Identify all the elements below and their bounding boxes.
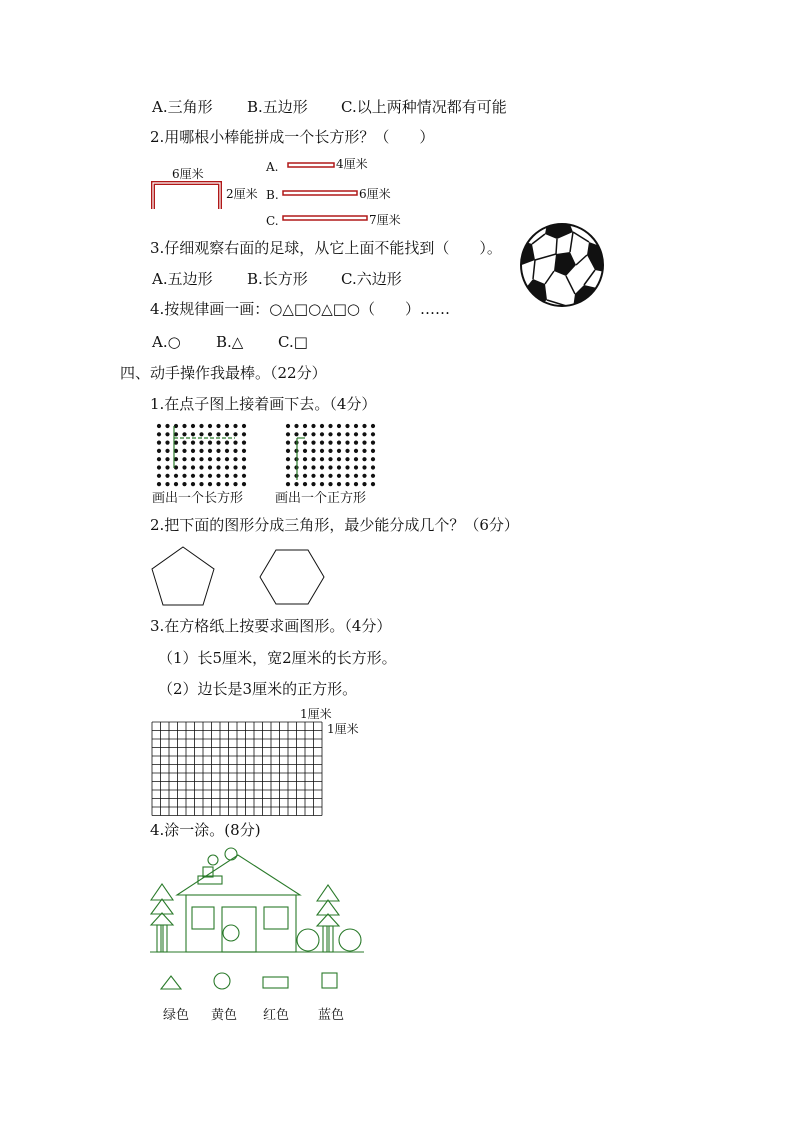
grid-dot: [165, 465, 169, 469]
grid-dot: [286, 449, 290, 453]
grid-dot: [362, 482, 366, 486]
section-heading: 四、动手操作我最棒。（22分）: [120, 364, 327, 382]
legend-label-circle: 黄色: [211, 1008, 238, 1023]
grid-dot: [208, 449, 212, 453]
grid-dot: [182, 432, 186, 436]
grid-dot: [182, 457, 186, 461]
p1-question: 1.在点子图上接着画下去。（4分）: [150, 395, 377, 413]
grid-dot: [320, 441, 324, 445]
grid-dot: [354, 482, 358, 486]
grid-dot: [216, 457, 220, 461]
grid-dot: [345, 457, 349, 461]
grid-dot: [165, 441, 169, 445]
grid-dot: [337, 482, 341, 486]
p2-question: 2.把下面的图形分成三角形，最少能分成几个？（6分）: [150, 516, 519, 534]
grid-dot: [216, 432, 220, 436]
grid-dot: [199, 432, 203, 436]
grid-dot: [345, 449, 349, 453]
grid-dot: [303, 474, 307, 478]
grid-dot: [371, 482, 375, 486]
grid-dot: [216, 482, 220, 486]
grid-dot: [286, 482, 290, 486]
grid-dot: [157, 424, 161, 428]
grid-dot: [233, 482, 237, 486]
grid-dot: [362, 449, 366, 453]
grid-dot: [362, 424, 366, 428]
q1-option-c: C.以上两种情况都有可能: [341, 98, 507, 116]
q1-option-a: A.三角形: [152, 98, 213, 116]
grid-dot: [191, 474, 195, 478]
grid-dot: [216, 449, 220, 453]
grid-dot: [233, 432, 237, 436]
grid-dot: [311, 482, 315, 486]
grid-dot: [199, 474, 203, 478]
grid-dot: [157, 457, 161, 461]
grid-dot: [174, 482, 178, 486]
p3-question: 3.在方格纸上按要求画图形。（4分）: [150, 617, 392, 635]
grid-dot: [199, 482, 203, 486]
grid-dot: [320, 474, 324, 478]
grid-dot: [311, 457, 315, 461]
q2-stick-c: [283, 215, 369, 221]
grid-dot: [233, 474, 237, 478]
grid-dot: [208, 465, 212, 469]
dot-grid-left-caption: 画出一个长方形: [152, 491, 244, 506]
q3-option-c: C.六边形: [341, 270, 402, 288]
grid-dot: [320, 449, 324, 453]
grid-dot: [371, 432, 375, 436]
grid-dot: [216, 474, 220, 478]
grid-dot: [182, 441, 186, 445]
grid-unit-top-label: 1厘米: [300, 707, 332, 721]
grid-dot: [157, 482, 161, 486]
grid-dot: [199, 424, 203, 428]
grid-dot: [311, 424, 315, 428]
grid-dot: [320, 424, 324, 428]
q2-option-c-length: 7厘米: [369, 213, 401, 227]
grid-dot: [354, 449, 358, 453]
grid-dot: [328, 482, 332, 486]
grid-dot: [337, 474, 341, 478]
grid-dot: [294, 424, 298, 428]
grid-dot: [328, 424, 332, 428]
grid-dot: [157, 441, 161, 445]
q4-option-b: B.△: [216, 333, 244, 351]
grid-dot: [242, 449, 246, 453]
grid-dot: [371, 474, 375, 478]
grid-dot: [182, 424, 186, 428]
grid-dot: [199, 465, 203, 469]
q2-frame-top-label: 6厘米: [172, 167, 204, 181]
grid-dot: [225, 432, 229, 436]
q3-option-b: B.长方形: [247, 270, 308, 288]
grid-dot: [225, 465, 229, 469]
house-scene-drawing: [150, 845, 370, 955]
grid-dot: [371, 441, 375, 445]
grid-dot: [208, 482, 212, 486]
grid-dot: [303, 432, 307, 436]
grid-dot: [345, 424, 349, 428]
legend-circle-icon: [212, 971, 232, 991]
grid-dot: [354, 457, 358, 461]
grid-unit-side-label: 1厘米: [327, 722, 359, 736]
grid-dot: [165, 432, 169, 436]
grid-dot: [354, 424, 358, 428]
grid-dot: [199, 457, 203, 461]
grid-dot: [362, 432, 366, 436]
grid-dot: [371, 449, 375, 453]
grid-dot: [294, 432, 298, 436]
grid-dot: [225, 457, 229, 461]
hexagon-shape: [258, 548, 328, 606]
legend-label-square: 蓝色: [318, 1008, 345, 1023]
grid-dot: [371, 424, 375, 428]
q2-option-c-letter: C.: [266, 214, 279, 228]
q4-option-a: A.○: [152, 333, 181, 351]
grid-dot: [303, 465, 307, 469]
grid-dot: [225, 482, 229, 486]
grid-dot: [199, 441, 203, 445]
grid-dot: [337, 465, 341, 469]
grid-dot: [191, 441, 195, 445]
pentagon-shape: [150, 545, 218, 607]
q1-option-b: B.五边形: [247, 98, 308, 116]
grid-dot: [354, 441, 358, 445]
grid-dot: [320, 482, 324, 486]
grid-dot: [320, 457, 324, 461]
grid-dot: [303, 482, 307, 486]
grid-dot: [208, 457, 212, 461]
dot-grid-square: [283, 422, 383, 486]
grid-dot: [354, 474, 358, 478]
grid-dot: [216, 424, 220, 428]
grid-dot: [311, 441, 315, 445]
grid-dot: [303, 449, 307, 453]
grid-dot: [303, 424, 307, 428]
grid-dot: [242, 457, 246, 461]
grid-dot: [311, 474, 315, 478]
grid-dot: [191, 457, 195, 461]
grid-dot: [191, 449, 195, 453]
grid-dot: [286, 465, 290, 469]
grid-dot: [320, 432, 324, 436]
legend-square-icon: [321, 972, 339, 990]
grid-dot: [345, 432, 349, 436]
grid-dot: [242, 465, 246, 469]
grid-dot: [311, 465, 315, 469]
grid-dot: [182, 465, 186, 469]
grid-dot: [191, 424, 195, 428]
dot-grid-rectangle: [155, 422, 255, 486]
grid-dot: [371, 457, 375, 461]
grid-dot: [242, 482, 246, 486]
grid-dot: [242, 441, 246, 445]
grid-dot: [320, 465, 324, 469]
grid-dot: [337, 441, 341, 445]
grid-dot: [208, 432, 212, 436]
grid-dot: [191, 432, 195, 436]
grid-dot: [157, 465, 161, 469]
q2-option-b-letter: B.: [266, 188, 279, 202]
grid-dot: [225, 424, 229, 428]
grid-dot: [242, 424, 246, 428]
q3-option-a: A.五边形: [152, 270, 213, 288]
grid-dot: [191, 465, 195, 469]
grid-dot: [157, 432, 161, 436]
q2-frame-side-label: 2厘米: [226, 187, 258, 201]
grid-dot: [337, 432, 341, 436]
grid-dot: [208, 441, 212, 445]
q4-question: 4.按规律画一画：○△□○△□○（ ）……: [150, 300, 450, 318]
grid-dot: [345, 482, 349, 486]
grid-dot: [345, 474, 349, 478]
grid-dot: [362, 441, 366, 445]
square-grid-paper: [151, 720, 331, 812]
grid-dot: [165, 424, 169, 428]
grid-dot: [328, 465, 332, 469]
grid-dot: [337, 424, 341, 428]
grid-dot: [182, 482, 186, 486]
grid-dot: [354, 432, 358, 436]
q2-option-a-length: 4厘米: [336, 157, 368, 171]
grid-dot: [311, 432, 315, 436]
grid-dot: [345, 441, 349, 445]
q2-option-b-length: 6厘米: [359, 187, 391, 201]
grid-dot: [286, 474, 290, 478]
q2-option-a-letter: A.: [266, 160, 279, 174]
grid-dot: [165, 474, 169, 478]
q4-option-c: C.□: [278, 333, 308, 351]
grid-dot: [337, 457, 341, 461]
grid-dot: [165, 482, 169, 486]
grid-dot: [233, 441, 237, 445]
grid-dot: [371, 465, 375, 469]
grid-dot: [242, 474, 246, 478]
grid-dot: [199, 449, 203, 453]
grid-dot: [174, 474, 178, 478]
grid-dot: [233, 465, 237, 469]
grid-dot: [337, 449, 341, 453]
grid-dot: [165, 449, 169, 453]
grid-dot: [362, 457, 366, 461]
grid-dot: [191, 482, 195, 486]
soccer-ball-image: [519, 222, 605, 308]
legend-label-triangle: 绿色: [163, 1008, 190, 1023]
grid-dot: [362, 465, 366, 469]
grid-dot: [233, 457, 237, 461]
grid-dot: [225, 441, 229, 445]
grid-dot: [328, 457, 332, 461]
grid-dot: [208, 474, 212, 478]
q3-question: 3.仔细观察右面的足球，从它上面不能找到（ ）。: [150, 239, 502, 257]
grid-dot: [362, 474, 366, 478]
grid-dot: [286, 432, 290, 436]
grid-dot: [345, 465, 349, 469]
grid-dot: [208, 424, 212, 428]
p4-question: 4.涂一涂。(8分): [150, 821, 261, 839]
grid-dot: [157, 474, 161, 478]
grid-dot: [286, 424, 290, 428]
grid-dot: [328, 432, 332, 436]
q2-stick-frame: [150, 180, 225, 210]
dot-grid-right-caption: 画出一个正方形: [275, 491, 367, 506]
grid-dot: [233, 424, 237, 428]
q2-stick-a: [288, 162, 336, 168]
grid-dot: [182, 474, 186, 478]
grid-dot: [286, 457, 290, 461]
grid-dot: [303, 441, 307, 445]
legend-rectangle-icon: [262, 976, 290, 990]
grid-dot: [165, 457, 169, 461]
q2-question: 2.用哪根小棒能拼成一个长方形？（ ）: [150, 128, 435, 146]
grid-dot: [286, 441, 290, 445]
grid-dot: [157, 449, 161, 453]
grid-dot: [233, 449, 237, 453]
grid-dot: [328, 474, 332, 478]
grid-dot: [311, 449, 315, 453]
grid-dot: [225, 474, 229, 478]
q2-stick-b: [283, 190, 359, 196]
grid-dot: [225, 449, 229, 453]
grid-dot: [182, 449, 186, 453]
p3-item-2: （2）边长是3厘米的正方形。: [158, 680, 358, 698]
grid-dot: [328, 441, 332, 445]
grid-dot: [294, 482, 298, 486]
legend-label-rectangle: 红色: [263, 1008, 290, 1023]
grid-dot: [216, 465, 220, 469]
p3-item-1: （1）长5厘米，宽2厘米的长方形。: [158, 649, 397, 667]
legend-triangle-icon: [160, 974, 182, 990]
grid-dot: [328, 449, 332, 453]
grid-dot: [216, 441, 220, 445]
grid-dot: [242, 432, 246, 436]
grid-dot: [303, 457, 307, 461]
grid-dot: [354, 465, 358, 469]
